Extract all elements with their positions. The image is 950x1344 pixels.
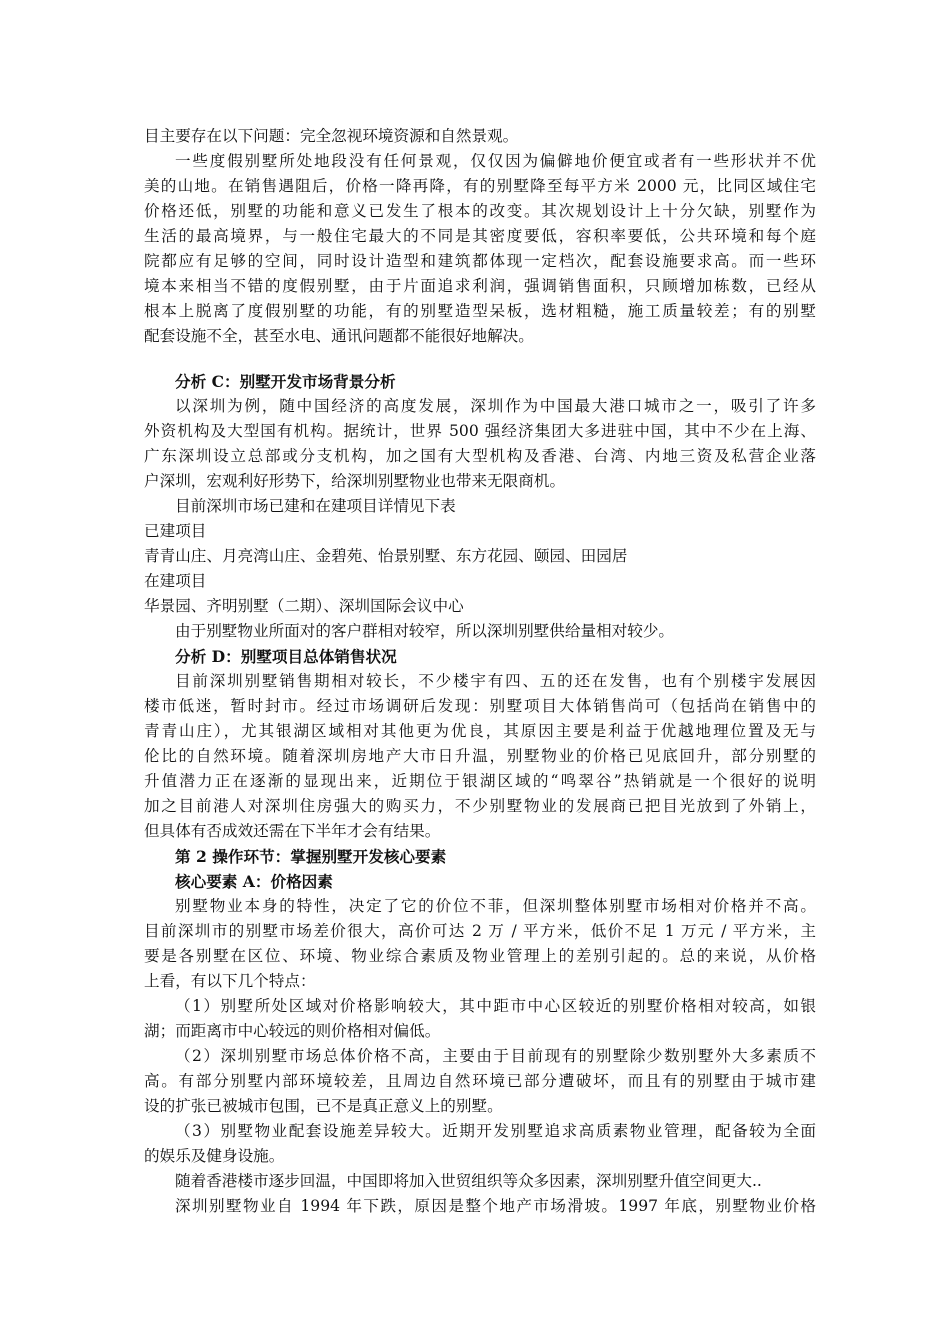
list-item-point-2 bbox=[144, 1044, 816, 1119]
text-line: 一些度假别墅所处地段没有任何景观，仅仅因为偏僻地价便宜或者有一些形状并不优 bbox=[175, 152, 816, 170]
text-line: （2）深圳别墅市场总体价格不高，主要由于目前现有的别墅除少数别墅外大多素质不 bbox=[175, 1047, 816, 1065]
text-line: 以深圳为例，随中国经济的高度发展，深圳作为中国最大港口城市之一，吸引了许多 bbox=[175, 397, 816, 415]
paragraph-supply-note: 由于别墅物业所面对的客户群相对较窄，所以深圳别墅供给量相对较少。 bbox=[175, 622, 675, 640]
text-line: 楼市低迷，暂时封市。经过市场调研后发现：别墅项目大体销售尚可（包括尚在销售中的 bbox=[144, 697, 816, 715]
text-line: 要是各别墅在区位、环境、物业综合素质及物业管理上的差别引起的。总的来说，从价格 bbox=[144, 947, 816, 965]
list-item-point-3 bbox=[144, 1119, 816, 1169]
text-line: 但具体有否成效还需在下半年才会有结果。 bbox=[144, 822, 441, 840]
text-line: 广东深圳设立总部或分支机构，加之国有大型机构及香港、台湾、内地三资及私营企业落 bbox=[144, 447, 816, 465]
list-built-projects: 青青山庄、月亮湾山庄、金碧苑、怡景别墅、东方花园、颐园、田园居 bbox=[144, 547, 628, 565]
text-line: 户深圳，宏观利好形势下，给深圳别墅物业也带来无限商机。 bbox=[144, 472, 566, 490]
text-line: 价格还低，别墅的功能和意义已发生了根本的改变。其次规划设计上十分欠缺，别墅作为 bbox=[144, 202, 816, 220]
text-line: 院都应有足够的空间，同时设计造型和建筑都体现一定档次，配套设施要求高。而一些环 bbox=[144, 252, 816, 270]
paragraph-spacer bbox=[144, 349, 816, 369]
list-under-construction-projects: 华景园、齐明别墅（二期）、深圳国际会议中心 bbox=[144, 597, 464, 615]
text-line: 境本来相当不错的度假别墅，由于片面追求利润，强调销售面积，只顾增加栋数，已经从 bbox=[144, 277, 816, 295]
section-heading-analysis-d: 分析 D：别墅项目总体销售状况 bbox=[175, 647, 397, 666]
text-line: 上看，有以下几个特点： bbox=[144, 972, 316, 990]
text-line: 湖；而距离市中心较远的则价格相对偏低。 bbox=[144, 1022, 441, 1040]
text-line: 加之目前港人对深圳住房强大的购买力，不少别墅物业的发展商已把目光放到了外销上， bbox=[144, 797, 816, 815]
text-line: 根本上脱离了度假别墅的功能，有的别墅造型呆板，选材粗糙，施工质量较差；有的别墅 bbox=[144, 302, 816, 320]
text-line: 的娱乐及健身设施。 bbox=[144, 1147, 285, 1165]
text-line: 伦比的自然环境。随着深圳房地产大市日升温，别墅物业的价格已见底回升，部分别墅的 bbox=[144, 747, 816, 765]
text-line: 目主要存在以下问题：完全忽视环境资源和自然景观。 bbox=[144, 127, 519, 145]
text-line: 生活的最高境界，与一般住宅最大的不同是其密度要低，容积率要低，公共环境和每个庭 bbox=[144, 227, 816, 245]
text-line: 青青山庄），尤其银湖区域相对其他更为优良，其原因主要是利益于优越地理位置及无与 bbox=[144, 722, 816, 740]
paragraph-price-history: 深圳别墅物业自 1994 年下跌，原因是整个地产市场滑坡。1997 年底，别墅物业价格 bbox=[175, 1197, 816, 1215]
section-heading-step-2: 第 2 操作环节：掌握别墅开发核心要素 bbox=[175, 847, 447, 866]
text-line: 目前深圳市的别墅市场差价很大，高价可达 2 万 / 平方米，低价不足 1 万元 / 平方米，主 bbox=[144, 922, 816, 940]
paragraph-problems-intro bbox=[144, 124, 816, 149]
paragraph-price-factor bbox=[144, 894, 816, 994]
text-line: 目前深圳别墅销售期相对较长，不少楼宇有四、五的还在发售，也有个别楼宇发展因 bbox=[175, 672, 816, 690]
label-under-construction-projects: 在建项目 bbox=[144, 572, 207, 590]
text-line: 设的扩张已被城市包围，已不是真正意义上的别墅。 bbox=[144, 1097, 503, 1115]
text-line: 配套设施不全，甚至水电、通讯问题都不能很好地解决。 bbox=[144, 327, 534, 345]
text-line: （3）别墅物业配套设施差异较大。近期开发别墅追求高质素物业管理，配备较为全面 bbox=[175, 1122, 816, 1140]
text-line: 升值潜力正在逐渐的显现出来，近期位于银湖区域的“鸣翠谷”热销就是一个很好的说明 bbox=[144, 772, 816, 790]
text-line: 别墅物业本身的特性，决定了它的价位不菲，但深圳整体别墅市场相对价格并不高。 bbox=[175, 897, 816, 915]
paragraph-sales-status bbox=[144, 669, 816, 844]
label-built-projects: 已建项目 bbox=[144, 522, 207, 540]
section-heading-core-factor-a: 核心要素 A：价格因素 bbox=[175, 872, 333, 891]
text-line: 美的山地。在销售遇阻后，价格一降再降，有的别墅降至每平方米 2000 元，比同区域住宅 bbox=[144, 177, 816, 195]
document-page bbox=[144, 124, 816, 1219]
paragraph-hk-market-outlook: 随着香港楼市逐步回温，中国即将加入世贸组织等众多因素，深圳别墅升值空间更大.. bbox=[175, 1172, 762, 1190]
paragraph-shenzhen-background bbox=[144, 394, 816, 494]
section-heading-analysis-c: 分析 C：别墅开发市场背景分析 bbox=[175, 372, 396, 391]
text-line: 高。有部分别墅内部环境较差，且周边自然环境已部分遭破坏，而且有的别墅由于城市建 bbox=[144, 1072, 816, 1090]
text-line: 外资机构及大型国有机构。据统计，世界 500 强经济集团大多进驻中国，其中不少在上海、 bbox=[144, 422, 816, 440]
paragraph-project-table-intro: 目前深圳市场已建和在建项目详情见下表 bbox=[175, 497, 456, 515]
text-line: （1）别墅所处区域对价格影响较大，其中距市中心区较近的别墅价格相对较高，如银 bbox=[175, 997, 816, 1015]
list-item-point-1 bbox=[144, 994, 816, 1044]
paragraph-resort-villa-problems bbox=[144, 149, 816, 349]
